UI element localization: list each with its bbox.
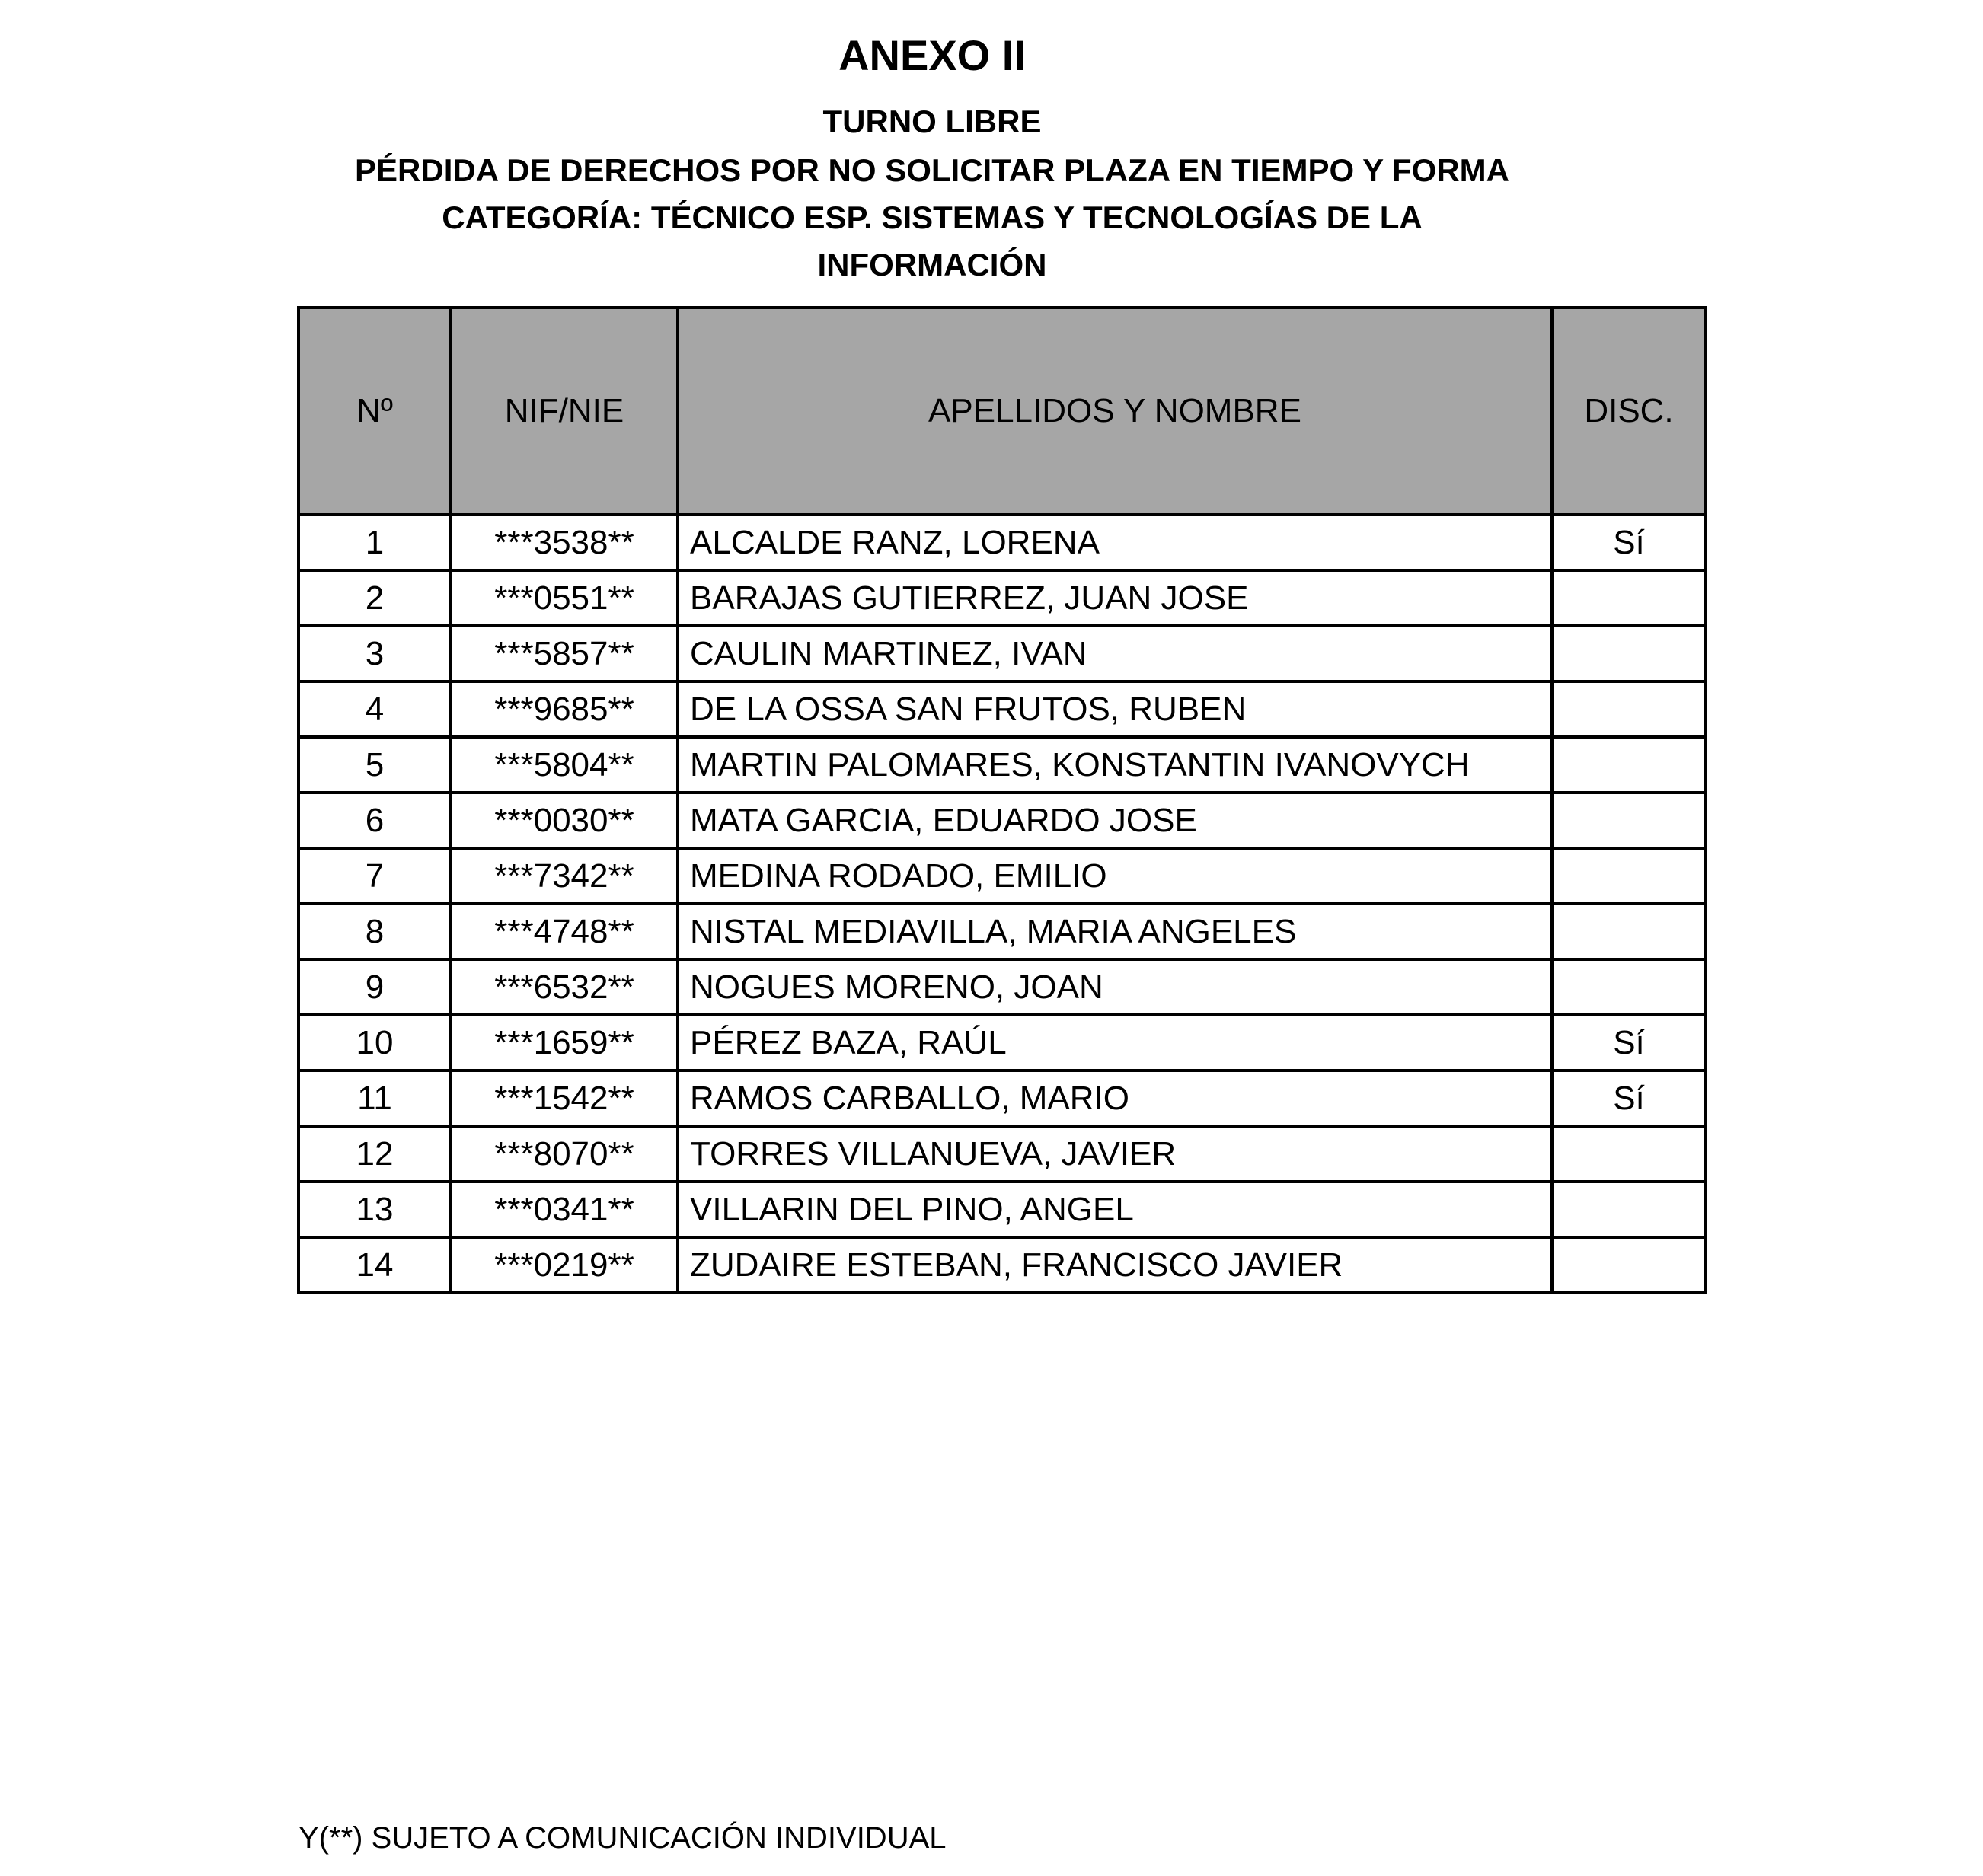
row-name: VILLARIN DEL PINO, ANGEL [678,1182,1552,1237]
row-nif: ***9685** [451,681,678,737]
row-number: 12 [299,1126,451,1182]
row-nif: ***7342** [451,848,678,904]
row-name: PÉREZ BAZA, RAÚL [678,1015,1552,1070]
table-row [299,570,1706,626]
row-name: BARAJAS GUTIERREZ, JUAN JOSE [678,570,1552,626]
row-disc [1552,681,1706,737]
row-number: 2 [299,570,451,626]
row-nif: ***4748** [451,904,678,959]
row-nif: ***0341** [451,1182,678,1237]
table-row [299,1070,1706,1126]
row-number: 14 [299,1237,451,1293]
row-nif: ***0030** [451,793,678,848]
categoria-heading-line2: INFORMACIÓN [817,247,1047,282]
row-disc [1552,737,1706,793]
categoria-heading-line1: CATEGORÍA: TÉCNICO ESP. SISTEMAS Y TECNOLOGÍAS DE LA [442,199,1423,235]
row-disc: Sí [1552,1070,1706,1126]
row-disc [1552,626,1706,681]
row-nif: ***1659** [451,1015,678,1070]
column-header-disc: DISC. [1552,308,1706,515]
row-disc [1552,1182,1706,1237]
row-disc [1552,904,1706,959]
row-number: 9 [299,959,451,1015]
row-number: 11 [299,1070,451,1126]
table-row [299,626,1706,681]
row-name: DE LA OSSA SAN FRUTOS, RUBEN [678,681,1552,737]
table-row [299,1182,1706,1237]
column-header-nif: NIF/NIE [451,308,678,515]
table-row [299,904,1706,959]
applicants-table [297,306,1707,1294]
row-number: 10 [299,1015,451,1070]
row-nif: ***1542** [451,1070,678,1126]
table-row [299,1015,1706,1070]
row-disc [1552,959,1706,1015]
table-row [299,1126,1706,1182]
row-name: MEDINA RODADO, EMILIO [678,848,1552,904]
row-disc [1552,793,1706,848]
row-name: RAMOS CARBALLO, MARIO [678,1070,1552,1126]
annex-title: ANEXO II [838,31,1026,79]
row-disc [1552,1126,1706,1182]
table-header-row [299,308,1706,515]
table-row [299,515,1706,570]
row-name: NOGUES MORENO, JOAN [678,959,1552,1015]
row-nif: ***3538** [451,515,678,570]
row-nif: ***5857** [451,626,678,681]
footnote: Y(**) SUJETO A COMUNICACIÓN INDIVIDUAL [299,1821,947,1855]
row-name: ALCALDE RANZ, LORENA [678,515,1552,570]
column-header-number: Nº [299,308,451,515]
table-row [299,1237,1706,1293]
row-name: ZUDAIRE ESTEBAN, FRANCISCO JAVIER [678,1237,1552,1293]
perdida-heading: PÉRDIDA DE DERECHOS POR NO SOLICITAR PLAZA EN TIEMPO Y FORMA [355,152,1509,188]
row-nif: ***0551** [451,570,678,626]
row-nif: ***5804** [451,737,678,793]
turno-subtitle: TURNO LIBRE [822,104,1042,139]
row-number: 6 [299,793,451,848]
row-name: TORRES VILLANUEVA, JAVIER [678,1126,1552,1182]
row-name: NISTAL MEDIAVILLA, MARIA ANGELES [678,904,1552,959]
row-disc [1552,570,1706,626]
row-number: 13 [299,1182,451,1237]
row-name: MATA GARCIA, EDUARDO JOSE [678,793,1552,848]
row-disc: Sí [1552,515,1706,570]
column-header-name: APELLIDOS Y NOMBRE [678,308,1552,515]
row-number: 5 [299,737,451,793]
row-name: CAULIN MARTINEZ, IVAN [678,626,1552,681]
row-disc: Sí [1552,1015,1706,1070]
table-row [299,737,1706,793]
row-nif: ***6532** [451,959,678,1015]
table-row [299,959,1706,1015]
row-number: 1 [299,515,451,570]
row-number: 8 [299,904,451,959]
row-number: 3 [299,626,451,681]
row-number: 7 [299,848,451,904]
row-nif: ***0219** [451,1237,678,1293]
row-disc [1552,1237,1706,1293]
row-name: MARTIN PALOMARES, KONSTANTIN IVANOVYCH [678,737,1552,793]
table-row [299,681,1706,737]
table-row [299,848,1706,904]
row-disc [1552,848,1706,904]
table-row [299,793,1706,848]
row-nif: ***8070** [451,1126,678,1182]
row-number: 4 [299,681,451,737]
